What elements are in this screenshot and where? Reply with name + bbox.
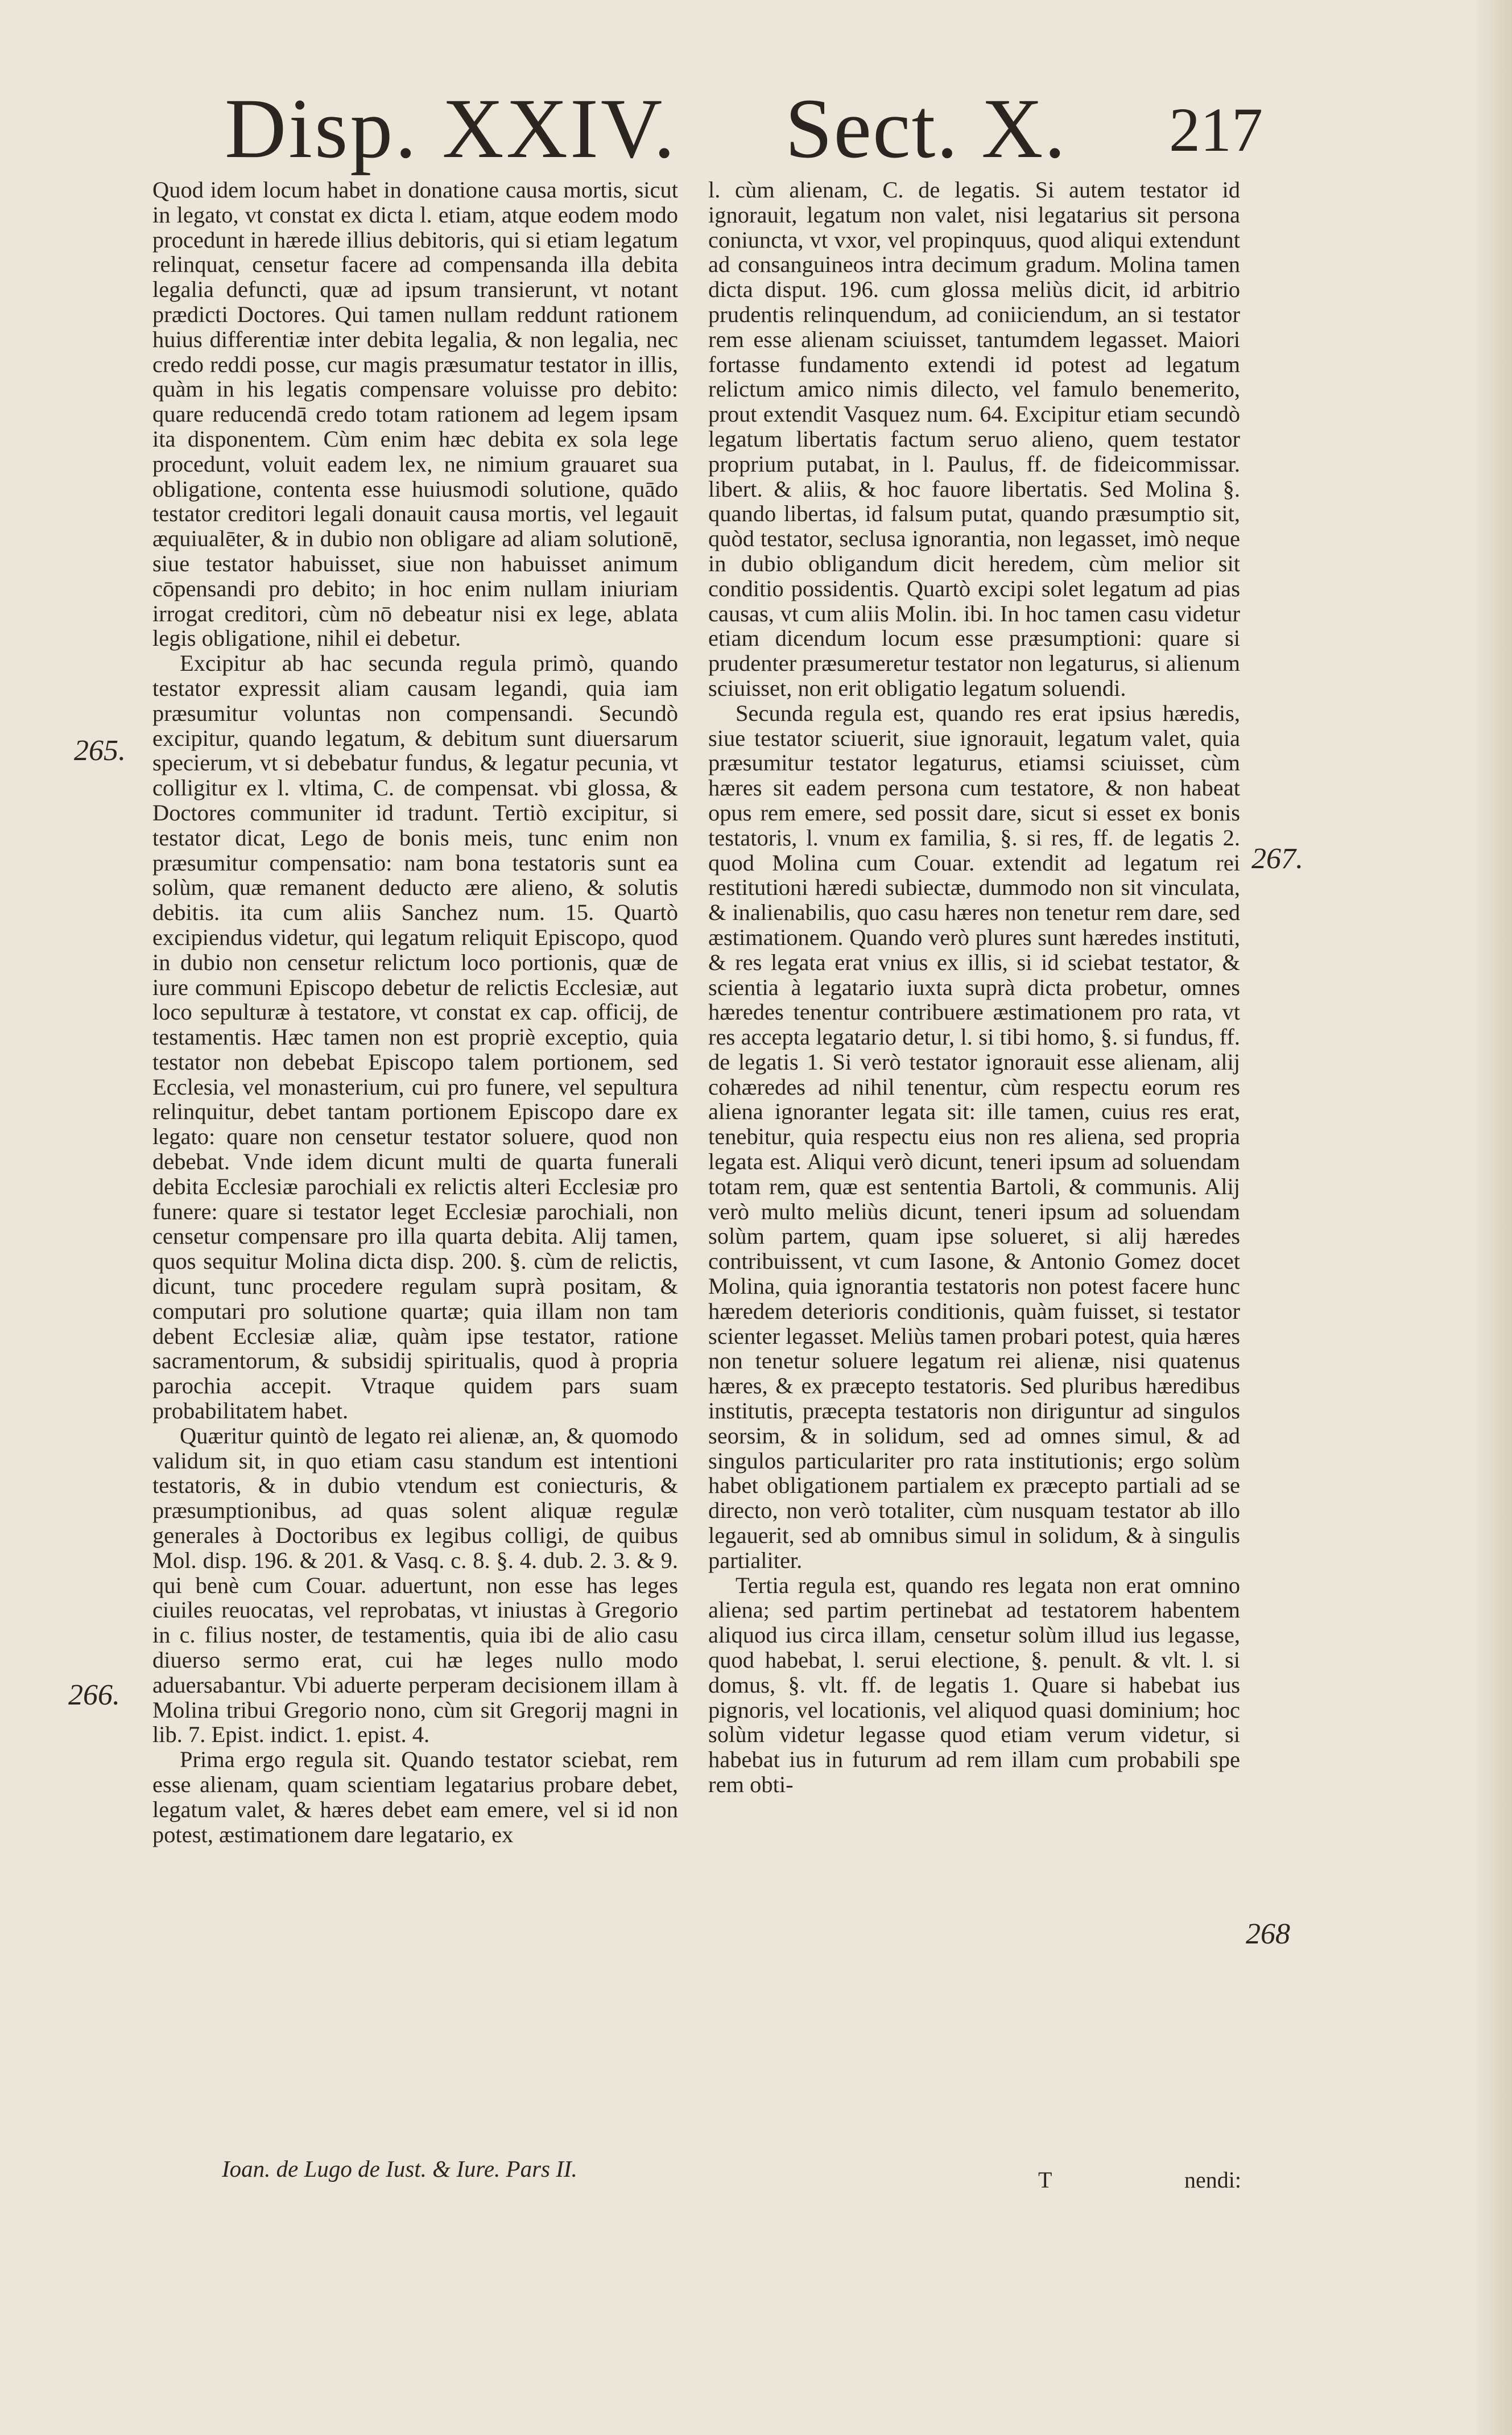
margin-paragraph-number: 267. (1251, 843, 1303, 875)
margin-paragraph-number: 268 (1246, 1918, 1290, 1950)
paragraph: Tertia regula est, quando res legata non erat omnino aliena; sed partim pertinebat ad testatorem habentem aliquod ius circa illam, censetur solùm illud ius legasse, quod habebat, l. serui electione, §. penult. & vlt. l. si domus, §. vlt. ff. de legatis 1. Quare si habebat ius pignoris, vel locationis, vel aliquod quasi dominium; hoc solùm videtur legasse quod etiam verum videtur, si habebat ius in futurum ad rem illam cum probabili spe rem obti- (708, 1572, 1240, 1797)
signature-mark: T (1038, 2167, 1052, 2193)
right-column (708, 178, 1240, 1797)
catchword: nendi: (1184, 2167, 1241, 2193)
paragraph: Secunda regula est, quando res erat ipsius hæredis, siue testator sciuerit, siue ignorauit, legatum valet, quia præsumitur testator legaturus, etiamsi sciuisset, cùm hæres sit eadem persona cum testatore, & non habeat opus rem emere, sed possit dare, sicut si esset ex bonis testatoris, l. vnum ex familia, §. si res, ff. de legatis 2. quod Molina cum Couar. extendit ad legatum rei restitutioni hæredi subiectæ, dummodo non sit vinculata, & inalienabilis, quo casu hæres non tenetur rem dare, sed æstimationem. Quando verò plures sunt hæredes instituti, & res legata erat vnius ex illis, si id sciebat testator, & scientia à legatario iuxta suprà dicta probetur, omnes hæredes tenentur contribuere æstimationem pro rata, vt res accepta legatario detur, l. si tibi homo, §. si fundus, ff. de legatis 1. Si verò testator ignorauit esse alienam, alij cohæredes ad nihil tenentur, cùm respectu eorum res aliena ignoranter legata sit: ille tamen, cuius res erat, tenebitur, quia respectu eius non res aliena, sed propria legata est. Aliqui verò dicunt, teneri ipsum ad soluendam totam rem, quæ est sententia Bartoli, & communis. Alij verò multo meliùs dicunt, teneri ipsum ad soluendam solùm partem, quam ipse solueret, si alij hæredes contribuissent, vt cum Iasone, & Antonio Gomez docet Molina, quia ignorantia testatoris non potest facere hunc hæredem deterioris conditionis, quàm fuisset, si testator scienter legasset. Meliùs tamen probari potest, quia hæres non tenetur soluere legatum rei alienæ, nisi quatenus hæres, & ex præcepto testatoris. Sed pluribus hæredibus institutis, præcepta testatoris non diriguntur ad singulos seorsim, & in solidum, sed ad omnes simul, & ad singulos particulariter pro rata institutionis; ergo solùm habet obligationem partialem ex præcepto partiali ad se directo, non verò totaliter, cùm nusquam testator ab illo legauerit, sed ab omnibus simul in solidum, & à singulis partialiter. (708, 700, 1240, 1573)
paragraph: Quod idem locum habet in donatione causa mortis, sicut in legato, vt constat ex dicta l. etiam, atque eodem modo procedunt in hærede illius debitoris, qui si etiam legatum relinquat, censetur facere ad compensanda illa debita legalia defuncti, quæ ad ipsum transierunt, vt notant prædicti Doctores. Qui tamen nullam reddunt rationem huius differentiæ inter debita legalia, & non legalia, nec credo reddi posse, cur magis præsumatur testator in illis, quàm in his legatis compensare voluisse pro debito: quare reducendā credo totam rationem ad legem ipsam ita disponentem. Cùm enim hæc debita ex sola lege procedunt, voluit eadem lex, ne nimium grauaret sua obligatione, contenta esse huiusmodi solutione, quādo testator creditori legali donauit causa mortis, vel legauit æquiualēter, & in dubio non obligare ad aliam solutionē, siue testator habuisset, siue non habuisset animum cōpensandi pro debito; in hoc enim nullam iniuriam irrogat creditori, cùm nō debeatur nisi ex lege, ablata legis obligatione, nihil ei debetur. (152, 177, 678, 651)
paragraph: Excipitur ab hac secunda regula primò, quando testator expressit aliam causam legandi, quia iam præsumitur voluntas non compensandi. Secundò excipitur, quando legatum, & debitum sunt diuersarum specierum, vt si debebatur fundus, & legatur pecunia, vt colligitur ex l. vltima, C. de compensat. vbi glossa, & Doctores communiter id tradunt. Tertiò excipitur, si testator dicat, Lego de bonis meis, tunc enim non præsumitur compensatio: nam bona testatoris sunt ea solùm, quæ remanent deducto ære alieno, & solutis debitis. ita cum aliis Sanchez num. 15. Quartò excipiendus videtur, qui legatum reliquit Episcopo, quod in dubio non censetur relictum loco portionis, quæ de iure communi Episcopo debetur de relictis Ecclesiæ, aut loco sepulturæ à testatore, vt constat ex cap. officij, de testamentis. Hæc tamen non est propriè exceptio, quia testator non debebat Episcopo talem portionem, sed Ecclesia, vel monasterium, cui pro funere, vel sepultura relinquitur, debet tantam portionem Episcopo dare ex legato: quare non censetur testator soluere, quod non debebat. Vnde idem dicunt multi de quarta funerali debita Ecclesiæ parochiali ex relictis alteri Ecclesiæ pro funere: quare si testator leget Ecclesiæ parochiali, non censetur compensare pro illa quarta debita. Alij tamen, quos sequitur Molina dicta disp. 200. §. cùm de relictis, dicunt, tunc procedere regulam suprà positam, & computari pro solutione quartæ; quia illam non tam debent Ecclesiæ aliæ, quàm ipse testator, ratione sacramentorum, & subsidij spiritualis, quod à propria parochia accepit. Vtraque quidem pars suam probabilitatem habet. (152, 650, 678, 1424)
left-column (152, 178, 678, 1847)
section-heading: Sect. X. (785, 81, 1067, 176)
disputation-heading: Disp. XXIV. (225, 81, 677, 176)
paragraph: Quæritur quintò de legato rei alienæ, an, & quomodo validum sit, in quo etiam casu standum est intentioni testatoris, & in dubio vtendum est coniecturis, & præsumptionibus, ad quas solent aliquæ regulæ generales à Doctoribus ex legibus colligi, de quibus Mol. disp. 196. & 201. & Vasq. c. 8. §. 4. dub. 2. 3. & 9. qui benè cum Couar. aduertunt, non esse has leges ciuiles reuocatas, vel reprobatas, vt iniustas à Gregorio in c. filius noster, de testamentis, quia ibi de alio casu diuerso sermo erat, cui hæ leges nullo modo aduersabantur. Vbi aduerte perperam decisionem illam à Molina tribui Gregorio nono, cùm sit Gregorij magni in lib. 7. Epist. indict. 1. epist. 4. (152, 1422, 678, 1748)
margin-paragraph-number: 266. (68, 1679, 120, 1711)
running-head (0, 80, 1512, 188)
paragraph: Prima ergo regula sit. Quando testator sciebat, rem esse alienam, quam scientiam legatarius probare debet, legatum valet, & hæres debet eam emere, vel si id non potest, æstimationem dare legatario, ex (152, 1747, 678, 1847)
margin-paragraph-number: 265. (74, 734, 126, 767)
page-edge (1472, 0, 1512, 2435)
footer-credit: Ioan. de Lugo de Iust. & Iure. Pars II. (222, 2156, 577, 2182)
page-number: 217 (1169, 95, 1263, 164)
paragraph: l. cùm alienam, C. de legatis. Si autem testator id ignorauit, legatum non valet, nisi legatarius sit persona coniuncta, vt vxor, vel propinquus, quod aliqui extendunt ad consanguineos intra decimum gradum. Molina tamen dicta disput. 196. cum glossa meliùs dicit, id arbitrio prudentis relinquendum, ad coniiciendum, an si testator rem esse alienam sciuisset, tantumdem legasset. Maiori fortasse fundamento extendi id potest ad legatum relictum amico nimis dilecto, vel famulo benemerito, prout extendit Vasquez num. 64. Excipitur etiam secundò legatum libertatis factum seruo alieno, quem testator proprium putabat, in l. Paulus, ff. de fideicommissar. libert. & aliis, & hoc fauore libertatis. Sed Molina §. quando libertas, id falsum putat, quando præsumptio sit, quòd testator, seclusa ignorantia, non legasset, imò neque in dubio obligandum dicit heredem, cùm melior sit conditio possidentis. Quartò excipi solet legatum ad pias causas, vt cum aliis Molin. ibi. In hoc tamen casu videtur etiam dicendum locum esse præsumptioni: quare si prudenter præsumeretur testator non legaturus, si alienum sciuisset, non erit obligatio legatum soluendi. (708, 177, 1240, 701)
